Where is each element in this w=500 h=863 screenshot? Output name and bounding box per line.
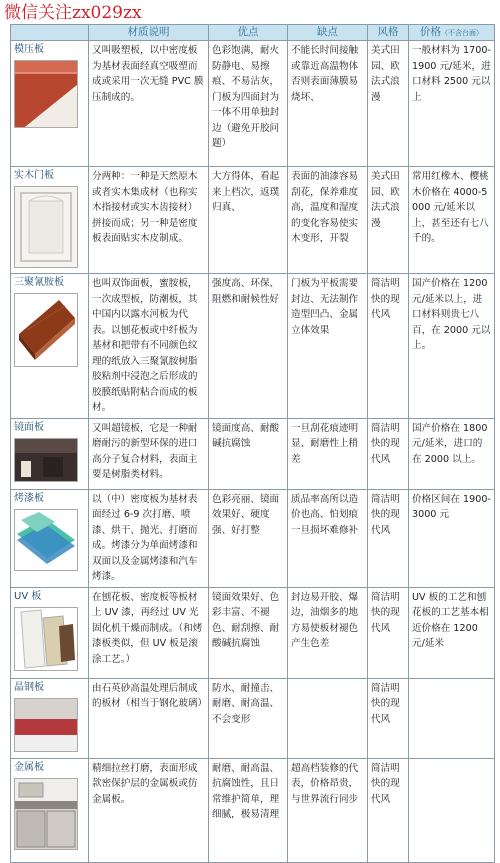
header-price	[409, 25, 495, 41]
row-price: 常用红橡木、樱桃木价格在 4000-5000 元/延米以上，甚至还有七八千的。	[409, 167, 495, 274]
row-material: 又叫吸塑板，以中密度板为基材表面经真空吸塑而成或采用一次无缝 PVC 膜压制成的。	[89, 41, 209, 167]
molded-board-sample-image	[14, 60, 78, 128]
row-style: 美式田园、欧法式浪漫	[368, 167, 409, 274]
row-style: 美式田园、欧法式浪漫	[368, 41, 409, 167]
table-row	[11, 489, 495, 587]
row-name-cell	[11, 587, 89, 678]
row-style: 简洁明快的现代风	[368, 758, 409, 862]
row-cons	[288, 678, 368, 758]
row-cons: 不能长时间接触或靠近高温物体否则表面薄膜易烧坏、	[288, 41, 368, 167]
header-style: 风格	[368, 25, 409, 41]
row-pros: 强度高、环保、阻燃和耐候性好	[209, 274, 288, 419]
row-price: 一般材料为 1700-1900 元/延米，进口材料 2500 元以上	[409, 41, 495, 167]
row-cons: 封边易开胶、爆边，油烟多的地方易使板材褪色产生色差	[288, 587, 368, 678]
header-price-note: （不含台面）	[441, 29, 483, 37]
row-pros: 耐磨、耐高温、抗腐蚀性，且日常维护简单，理细腻，极易清理	[209, 758, 288, 862]
row-price	[409, 678, 495, 758]
row-price: 国产价格在 1200 元/延米以上，进口材料则贵七八百，在 2000 元以上。	[409, 274, 495, 419]
watermark-caption: 微信关注zx029zx	[4, 3, 142, 23]
table-row	[11, 758, 495, 862]
row-name: 三聚氰胺板	[14, 277, 64, 288]
row-material: 以（中）密度板为基材表面经过 6-9 次打磨、喷漆、烘干、抛光、打磨而成。烤漆分为单面烤漆和双面以及金属烤漆和汽车烤漆。	[89, 489, 209, 587]
crystal-steel-board-sample-image	[14, 698, 78, 752]
row-cons: 超高档装修的代表，价格昂贵，与世界流行同步	[288, 758, 368, 862]
metal-board-sample-image	[14, 778, 78, 850]
row-pros: 色彩饱满，耐火防静电、易擦痕、不易沾灰，门板为四面封为一体不用单独封边（避免开胶问题）	[209, 41, 288, 167]
header-name	[11, 25, 89, 41]
row-name: UV 板	[14, 590, 42, 602]
table-row	[11, 678, 495, 758]
row-cons: 表面的油漆容易刮花，保养难度高，温度和湿度的变化容易使实木变形，开裂	[288, 167, 368, 274]
header-cons: 缺点	[288, 25, 368, 41]
row-material: 精细拉丝打磨，表面形成款密保护层的金属板或仿金属板。	[89, 758, 209, 862]
row-name-cell	[11, 274, 89, 419]
row-pros: 大方得体，看起来上档次，返璞归真、	[209, 167, 288, 274]
row-name-cell	[11, 41, 89, 167]
table-row	[11, 167, 495, 274]
row-name-cell	[11, 678, 89, 758]
row-name: 金属板	[14, 761, 44, 773]
row-cons: 门板为平板需要封边、无法制作造型凹凸、金属立体效果	[288, 274, 368, 419]
row-price	[409, 758, 495, 862]
row-material: 由石英砂高温处理后制成的板材（相当于钢化玻璃）	[89, 678, 209, 758]
row-style: 简洁明快的现代风	[368, 587, 409, 678]
cabinet-door-comparison-table	[10, 24, 495, 863]
row-name-cell	[11, 758, 89, 862]
row-style: 简洁明快的现代风	[368, 274, 409, 419]
row-cons: 质品率高所以造价也高、怕划痕一旦损坏难修补	[288, 489, 368, 587]
row-pros: 色彩亮丽、镜面效果好、硬度强、好打整	[209, 489, 288, 587]
lacquer-board-sample-image	[14, 509, 78, 571]
row-name: 实木门板	[14, 170, 54, 181]
row-style: 简洁明快的现代风	[368, 489, 409, 587]
row-pros: 防水、耐撞击、耐磨、耐高温、不会变形	[209, 678, 288, 758]
solid-wood-door-sample-image	[14, 186, 78, 268]
row-material: 在刨花板、密度板等板材上 UV 漆，再经过 UV 光固化机干燥而制成。（和烤漆板类似，但 UV 板是滚涂工艺。）	[89, 587, 209, 678]
table-row	[11, 418, 495, 489]
row-price: UV 板的工艺和刨花板的工艺基本相近价格在 1200 元/延米	[409, 587, 495, 678]
row-style: 简洁明快的现代风	[368, 418, 409, 489]
header-material: 材质说明	[89, 25, 209, 41]
row-name-cell	[11, 418, 89, 489]
row-name: 晶钢板	[14, 681, 44, 693]
mirror-board-sample-image	[14, 438, 78, 482]
row-price: 国产价格在 1800 元/延米，进口的在 2000 以上。	[409, 418, 495, 489]
table-row	[11, 274, 495, 419]
row-name: 模压板	[14, 44, 44, 55]
row-material: 又叫超镜板，它是一种耐磨耐污的新型环保的进口高分子复合材料，表面主要是树脂类材料。	[89, 418, 209, 489]
row-style: 简洁明快的现代风	[368, 678, 409, 758]
header-price-label: 价格	[420, 26, 441, 38]
header-pros: 优点	[209, 25, 288, 41]
row-name: 镜面板	[14, 421, 44, 433]
row-pros: 镜面度高、耐酸碱抗腐蚀	[209, 418, 288, 489]
row-material: 也叫双饰面板，蜜胺板，一次成型板，防潮板，其中国内以露水河板为代表。以刨花板或中纤板为基材和把带有不同颜色纹理的纸放入三聚氰胺树脂胶粘剂中浸泡之后形成的胶膜纸贴附粘合而成的板材。	[89, 274, 209, 419]
row-material: 分两种：一种是天然原木或者实木集成材（也称实木指接材或实木齿接材）拼接而成；另一种是密度板表面贴实木皮制成。	[89, 167, 209, 274]
table-row	[11, 41, 495, 167]
row-name-cell	[11, 489, 89, 587]
melamine-board-sample-image	[14, 293, 78, 367]
uv-board-sample-image	[14, 607, 78, 671]
table-header-row	[11, 25, 495, 41]
row-name-cell	[11, 167, 89, 274]
row-price: 价格区间在 1900-3000 元	[409, 489, 495, 587]
row-cons: 一旦刮花痕迹明显、耐磨性上稍差	[288, 418, 368, 489]
row-pros: 镜面效果好、色彩丰富、不褪色、耐刮擦、耐酸碱抗腐蚀	[209, 587, 288, 678]
row-name: 烤漆板	[14, 492, 44, 504]
table-row	[11, 587, 495, 678]
